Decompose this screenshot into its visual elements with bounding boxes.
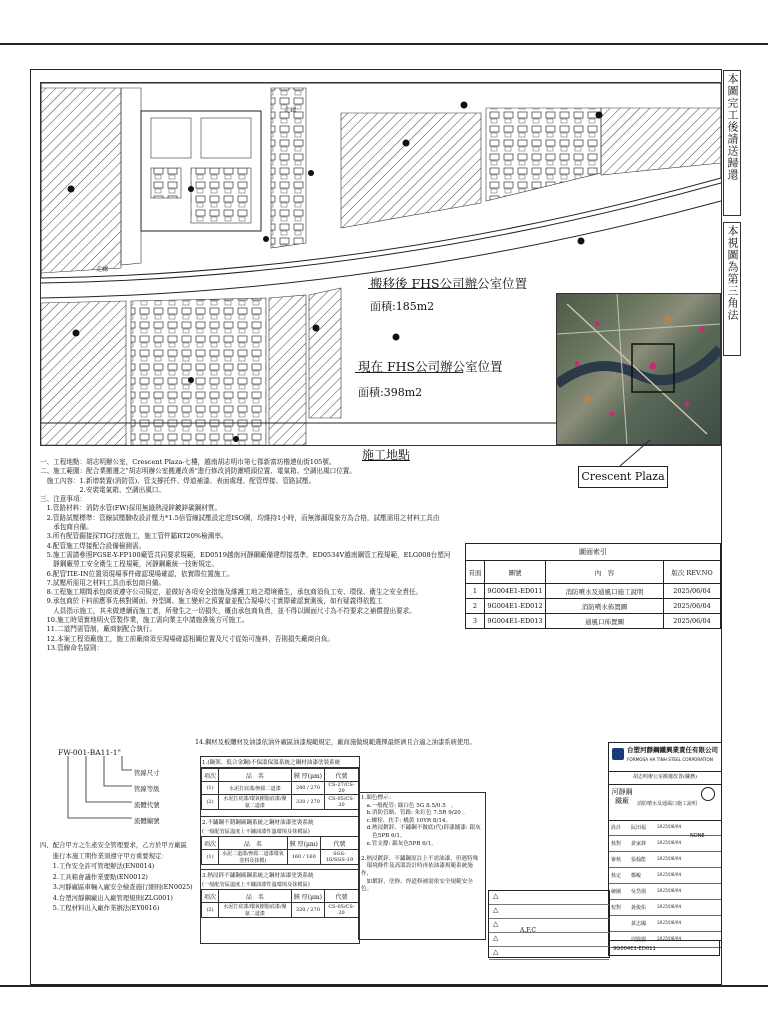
approval-name: 吳岱揚 [631,889,647,895]
paint-table-cell: 水泥打底漆/環氧樹脂底漆/聚氨二道漆 [219,903,292,918]
paint-spec-line: d.熱浸鍍鋅、不鏽鋼不做底(代)鋅漆鋪漆: 銀灰 [361,825,481,832]
paint-table-cell: (1) [202,782,219,795]
scale-value: NONE [690,833,705,839]
regulation-line: 四、配合甲方之生產安全管理要求，乙方於甲方廠區 [40,841,187,849]
drawing-number: 9G004E1-ED011 [608,940,720,956]
paint-spec-line: c.螺栓、扶手: 橘黃 10YR 8/14。 [361,817,452,824]
site-satellite-map [556,293,721,445]
paint-spec-line: 1.顏色標示： [361,795,395,801]
owner-regulations [40,840,195,914]
company-block [608,742,722,772]
paint-table-cell: 320 / 270 [291,903,324,918]
note-line: 靜鋼廠勞工安全衛生工程規範，河靜鋼廠統一技術規定。 [40,560,219,569]
index-cell-no: 9G004E1-ED011 [485,584,546,599]
index-header-no: 圖號 [485,561,546,584]
paint-table-cell: 水泥二道漆/無鉛二道漆環氧塗料及抹模) [219,850,288,865]
paint-table-header: 代號 [320,837,358,850]
revision-triangle-icon: △ [493,933,499,942]
paint-spec-line: b.消防管路、管路: 朱紅色 7.5R 9/20 。 [361,810,469,817]
drawing-title-block [608,784,722,821]
project-name: 胡志明辦公室搬遷改善(職務) [608,770,722,785]
index-cell-page: 3 [466,614,485,629]
note-line: 承包商自備。 [40,523,93,532]
index-cell-no: 9G004E1-ED013 [485,614,546,629]
paint-t3-title: 3.熱浸鋅不鏽鋼碳鋼系統之鋼材油漆塗裝系統 [201,869,359,880]
revision-triangle-icon: △ [493,905,499,914]
paint-table-cell: SGS-16/SGS-19 [320,850,358,865]
approval-role: 核定 [611,873,622,879]
revision-row [489,891,609,905]
approval-block [608,820,722,941]
approval-name: 張翰能 [631,857,647,863]
paint-spec-line: e.管支撐: 銀灰色5PB 6/1。 [361,840,437,847]
paint-table-header: 品 名 [219,837,288,850]
index-cell-rev: 2025/06/04 [664,614,721,629]
approval-name: 鄭峻 [631,873,642,879]
note-line: 8.工程施工期間承包商須遵守公司規定，並做好各項安全措施及維護工地之環境衛生，承包商須負工安、環保、衛生之安全責任。 [40,588,423,597]
corridor-label-left: 走廊 [96,266,109,273]
regulation-line: 4.台塑河靜鋼廠出入廠管理規則(ZLG001) [40,893,173,902]
note-line: 三、注意事項： [40,495,87,504]
new-office-leader [368,288,478,289]
paint-spec-line: a.一般配管: 綠白色 5G 8.5/0.5 。 [361,802,457,809]
paint-tables [200,756,360,944]
paint-table-cell: 320 / 270 [291,795,324,810]
paint-table-cell: (1) [202,850,219,865]
index-cell-rev: 2025/06/04 [664,599,721,614]
index-header-page: 頁面 [466,561,485,584]
revision-row [489,919,609,933]
note-line: 13.管線命名原則： [40,643,104,652]
paint-table-row [202,782,359,795]
approval-role: 核對 [611,841,622,847]
approval-row [609,884,721,900]
regulation-line: 5.工程材料出入廠作業辦法(EY0016) [40,904,160,912]
projection-symbol-icon [701,787,715,801]
approval-date: 2025/06/04 [657,936,682,941]
completion-return-stamp: 本圖完工後請送歸還 [723,70,741,216]
legend-fluid-number: 流體編號 [134,817,160,825]
paint-table-cell: (2) [202,795,219,810]
note-line: 3.所有配管鋸接採TIG打底施工，施工管件鐳RT20%檢測率。 [40,532,228,541]
index-cell-no: 9G004E1-ED012 [485,599,546,614]
drawing-index-row [466,614,721,629]
revision-block [488,890,610,958]
approval-name: 黃俊佑 [631,905,647,911]
revision-row [489,947,609,961]
note-line: 6.配管TIE-IN位置須現場事件確認現場確認，依實際位置施工。 [40,569,234,578]
crescent-leader [600,440,660,470]
paint-table-header: 項次 [202,769,219,782]
approval-role: 設計 [611,825,622,831]
approval-date: 2025/06/04 [657,824,682,829]
paint-table-header: 膜 厚(μm) [291,890,324,903]
note-line: 二、施工範圍：配合業搬遷之"胡志明辦公室搬遷改善"進行修改消防灑噴頭位置、電氣箱、空調出風口位置。 [40,467,356,476]
current-office-leader [355,372,463,373]
third-angle-projection-stamp: 本視圖為第三角法 [723,222,741,356]
current-office-callout [358,357,503,400]
approval-row [609,852,721,868]
approval-name: 阮田福 [631,825,647,831]
approval-date: 2025/06/04 [657,840,682,845]
construction-notes [40,458,460,653]
index-header-rev: 版次 REV.NO [664,561,721,584]
note-line: 10.施工時須實地明火管製作業，施工需向業主申請施准後方可施工。 [40,616,249,625]
index-cell-content: 消防噴水及通風口施工說明 [546,584,664,599]
afc-label: A.F.C [520,927,536,934]
index-cell-content: 消防噴水佈置圖 [546,599,664,614]
paint-table-header: 項次 [202,890,219,903]
regulation-line: 2.工具箱會議作業要點(EN0012) [40,872,148,881]
company-logo-icon [612,748,624,760]
paint-table-row [202,850,359,865]
revision-row [489,933,609,947]
approval-role: 校對 [611,905,622,911]
paint-spec-line: 環境條件及高溫設計時再依油漆規範系統施作， [361,863,473,877]
company-name: 台塑河靜鋼鐵興業責任有限公司 [627,746,718,754]
revision-triangle-icon: △ [493,892,499,900]
paint-t2-subtitle: (一般配管區溫度上不鏽油漆性溫環境及抹模區) [202,829,310,835]
drawing-index [465,543,721,629]
pipe-naming-code: FW-001-BA11-1" [58,748,121,757]
regulation-line: 3.河靜廠區車輛入廠安全檢查施行細則(EN0025) [40,883,193,891]
paint-table-cell: CS-27/CS-20 [325,782,359,795]
paint-table-cell: CS-05/CS-20 [325,795,359,810]
paint-table-header: 膜 厚(μm) [287,837,320,850]
paint-table-cell: 水泥打底漆/無鉛二道漆 [219,782,292,795]
paint-table-header: 代號 [325,890,359,903]
paint-table-header: 品 名 [219,769,292,782]
drawing-title: 消防噴水及通風口施工說明 [637,801,698,807]
paint-table-cell: 160 / 160 [287,850,320,865]
approval-row [609,900,721,916]
legend-fluid-code: 流體代號 [134,801,160,809]
approval-role: 繪圖 [611,889,622,895]
note-line: 11.二道門需管制，廠商制配合執行。 [40,625,156,634]
legend-pipe-size: 管線尺寸 [134,769,160,777]
pipe-naming-diagram [60,756,140,826]
paint-t1-title: 1.(鋼架、低合金鋼)不保溫保溫系統之鋼材油漆塗裝系統 [201,757,359,768]
approval-date: 2025/06/04 [657,920,682,925]
paint-table-cell: 水泥打底漆/環氧樹脂底漆/聚氨二道漆 [219,795,292,810]
approval-name: 周賢麗 [631,937,647,943]
paint-color-spec [358,792,486,940]
paint-table-cell: CS-05/CS-20 [325,903,359,918]
note-line: 人員指示施工，其未做連續而施工者，所發生之一切損失，概由承包商負責，並不得以圖面尺寸為不符要求之補償提出要求。 [40,606,416,615]
paint-spec-line: 如鍍鋅、塗修、焊道修補需依安全規範安全色。 [361,878,473,893]
legend-pipe-grade: 管線等級 [134,785,160,793]
corridor-label-top: 走廊 [284,107,297,114]
approval-date: 2025/06/04 [657,904,682,909]
revision-row [489,905,609,919]
paint-spec-line: 2.熱浸鍍鋅、不鏽鋼原註上不需油漆，但遇特殊 [361,855,479,862]
approval-row [609,916,721,932]
new-office-area: 面積:185m2 [370,300,435,313]
approval-role: 審核 [611,857,622,863]
approval-date: 2025/06/04 [657,888,682,893]
index-header-content: 內 容 [546,561,664,584]
index-cell-page: 2 [466,599,485,614]
paint-table-header: 品 名 [219,890,292,903]
note-line: 12.本案工程須廠施工，施工前廠商須至現場確認相關位置及尺寸從始可施料，否則損失廠商自負。 [40,634,335,643]
regulation-line: 進行本施工期作業須遵守甲方重要規定： [40,851,168,860]
dept-name: 河靜鋼鐵廠 [611,788,633,805]
drawing-index-row [466,584,721,599]
crescent-plaza-label: Crescent Plaza [578,466,668,488]
paint-table-cell: 240 / 270 [291,782,324,795]
paint-table-header: 膜 厚(μm) [291,769,324,782]
note-line: 2.安裝電氣箱、空調出風口。 [40,485,165,494]
approval-row [609,868,721,884]
site-location-label: 施工地點 [362,448,411,462]
paint-table-row [202,903,359,918]
index-cell-rev: 2025/06/04 [664,584,721,599]
current-office-title: 現在 FHS公司辦公室位置 [358,359,503,374]
regulation-line: 1.工作安全許可管理辦法(EN0014) [40,862,155,870]
approval-date: 2025/06/04 [657,856,682,861]
approval-name: 黃家鋒 [631,841,647,847]
paint-table-cell: (2) [202,903,219,918]
approval-name: 黃志國 [631,921,647,927]
note-line: 9.承包商於下料前應事先核對圖面、外型圖、施工變形之預置量並配合現場尺寸實際確認實測後，如有疑義得依監工 [40,597,383,606]
paint-spec-line [361,848,483,856]
note-line: 2.管路試壓標準：管線試壓驗收設計壓力*1.5倍管線試壓設定范ISO圖，均維持1小時，而無滲漏現象方為合格，試壓需用之材料工具由 [40,513,440,522]
note-line: 施工內容：1.新增裝置(消防管)、管支撐托件、焊道補漆、表面處理、配管焊接、管路試壓。 [40,476,316,485]
paint-table-row [202,795,359,810]
drawing-index-row [466,599,721,614]
note-line: 5.施工需請參照FGSE-Y-FP100廠管共同要求規範，ED0519越南河靜鋼廠備建焊接基準，ED0534V越南鋼管工程規範，ELG008台塑河 [40,550,451,559]
paint-section-title: 14.鋼材及板纜材及油漆依油外廠區油漆規範規定，廠商施做規範選擇最經濟且合適之油漆系統使用。 [195,739,476,746]
approval-date: 2025/06/04 [657,872,682,877]
company-name-en: FORMOSA HA TINH STEEL CORPORATION [627,757,713,762]
new-office-callout [370,274,527,314]
paint-t3-subtitle: (一般配管區溫度上不鏽油漆性溫環境及抹模區) [202,882,310,888]
note-line: 7.試壓所需用之材料工具由承包商自備。 [40,578,165,587]
paint-t2-title: 2.不鏽鋼不銹鋼碳鋼系統之鋼材油漆塗裝系統 [201,816,359,827]
drawing-index-title: 圖面索引 [466,544,721,561]
note-line: 4.配管施工焊接配合設備檢測需。 [40,541,146,550]
note-line: 一、工程地點：胡志明辦公室，Crescent Plaza-七樓，越南胡志明市第七郡新富坊楷連仙街105號。 [40,458,336,466]
index-cell-page: 1 [466,584,485,599]
paint-table-header: 代號 [325,769,359,782]
current-office-area: 面積:398m2 [358,386,423,399]
hatched-area-left [41,88,121,273]
new-office-title: 搬移後 FHS公司辦公室位置 [370,276,528,291]
revision-triangle-icon: △ [493,919,499,928]
note-line: 1.管路材料：消防水管(FW)採用無縫熱浸鋅鍍鋅碳鋼材質。 [40,504,222,513]
paint-table-header: 項次 [202,837,219,850]
index-cell-content: 通風口佈置圖 [546,614,664,629]
paint-spec-line: 色5PB 6/1。 [361,832,406,839]
revision-triangle-icon: △ [493,947,499,956]
pipe-naming-legend [134,765,160,829]
